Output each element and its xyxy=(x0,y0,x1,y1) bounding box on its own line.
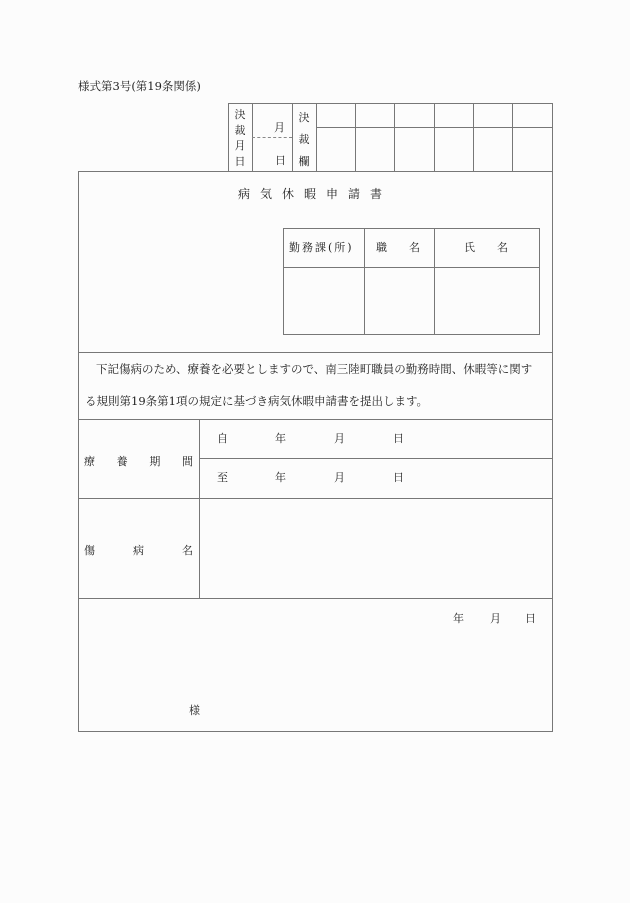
approver-stamp-cell[interactable] xyxy=(395,128,434,171)
illness-bottom-divider xyxy=(78,598,552,599)
approval-col-line xyxy=(552,103,553,171)
approver-stamp-cell[interactable] xyxy=(435,128,473,171)
approval-day-field[interactable] xyxy=(253,138,273,170)
to-prefix: 至 xyxy=(217,471,228,484)
from-prefix: 自 xyxy=(217,432,228,445)
from-month-label: 月 xyxy=(334,432,345,445)
to-month-label: 月 xyxy=(334,471,345,484)
illness-label: 傷 病 名 xyxy=(84,544,193,557)
approval-day-label: 日 xyxy=(275,154,286,167)
approval-top-border xyxy=(228,103,552,104)
submission-month-label: 月 xyxy=(490,612,501,625)
submission-date-field[interactable] xyxy=(420,606,545,630)
to-year-label: 年 xyxy=(275,471,286,484)
approver-stamp-cell[interactable] xyxy=(317,128,355,171)
submission-day-label: 日 xyxy=(525,612,536,625)
header-department: 勤務課(所) xyxy=(289,241,354,254)
header-name: 氏 名 xyxy=(464,241,508,254)
approval-month-label: 月 xyxy=(274,121,285,134)
statement-line-1: 下記傷病のため、療養を必要としますので、南三陸町職員の勤務時間、休暇等に関す xyxy=(96,362,533,376)
addressee-field[interactable] xyxy=(90,698,185,722)
period-mid-divider xyxy=(199,458,552,459)
to-day-label: 日 xyxy=(393,471,404,484)
approver-stamp-cell[interactable] xyxy=(356,128,394,171)
approval-column-label: 決 裁 欄 xyxy=(298,111,310,168)
statement-top-divider xyxy=(78,352,552,353)
position-field[interactable] xyxy=(365,268,434,334)
form-number: 様式第3号(第19条関係) xyxy=(78,79,201,93)
approval-col-line xyxy=(228,103,229,171)
approval-col-line xyxy=(292,103,293,171)
statement-line-2: る規則第19条第1項の規定に基づき病気休暇申請書を提出します。 xyxy=(85,394,429,408)
from-day-label: 日 xyxy=(393,432,404,445)
addressee-suffix: 様 xyxy=(189,704,200,717)
period-top-divider xyxy=(78,419,552,420)
header-position: 職 名 xyxy=(376,241,420,254)
approver-stamp-cell[interactable] xyxy=(513,128,552,171)
name-field[interactable] xyxy=(435,268,539,334)
department-field[interactable] xyxy=(284,268,364,334)
approval-month-field[interactable] xyxy=(253,104,273,136)
approver-stamp-cell[interactable] xyxy=(474,128,512,171)
submission-year-label: 年 xyxy=(453,612,464,625)
period-label: 療 養 期 間 xyxy=(84,455,193,468)
from-year-label: 年 xyxy=(275,432,286,445)
illness-name-field[interactable] xyxy=(200,499,552,598)
approval-date-label: 決 裁 月 日 xyxy=(234,108,246,168)
form-title: 病 気 休 暇 申 請 書 xyxy=(238,187,383,201)
